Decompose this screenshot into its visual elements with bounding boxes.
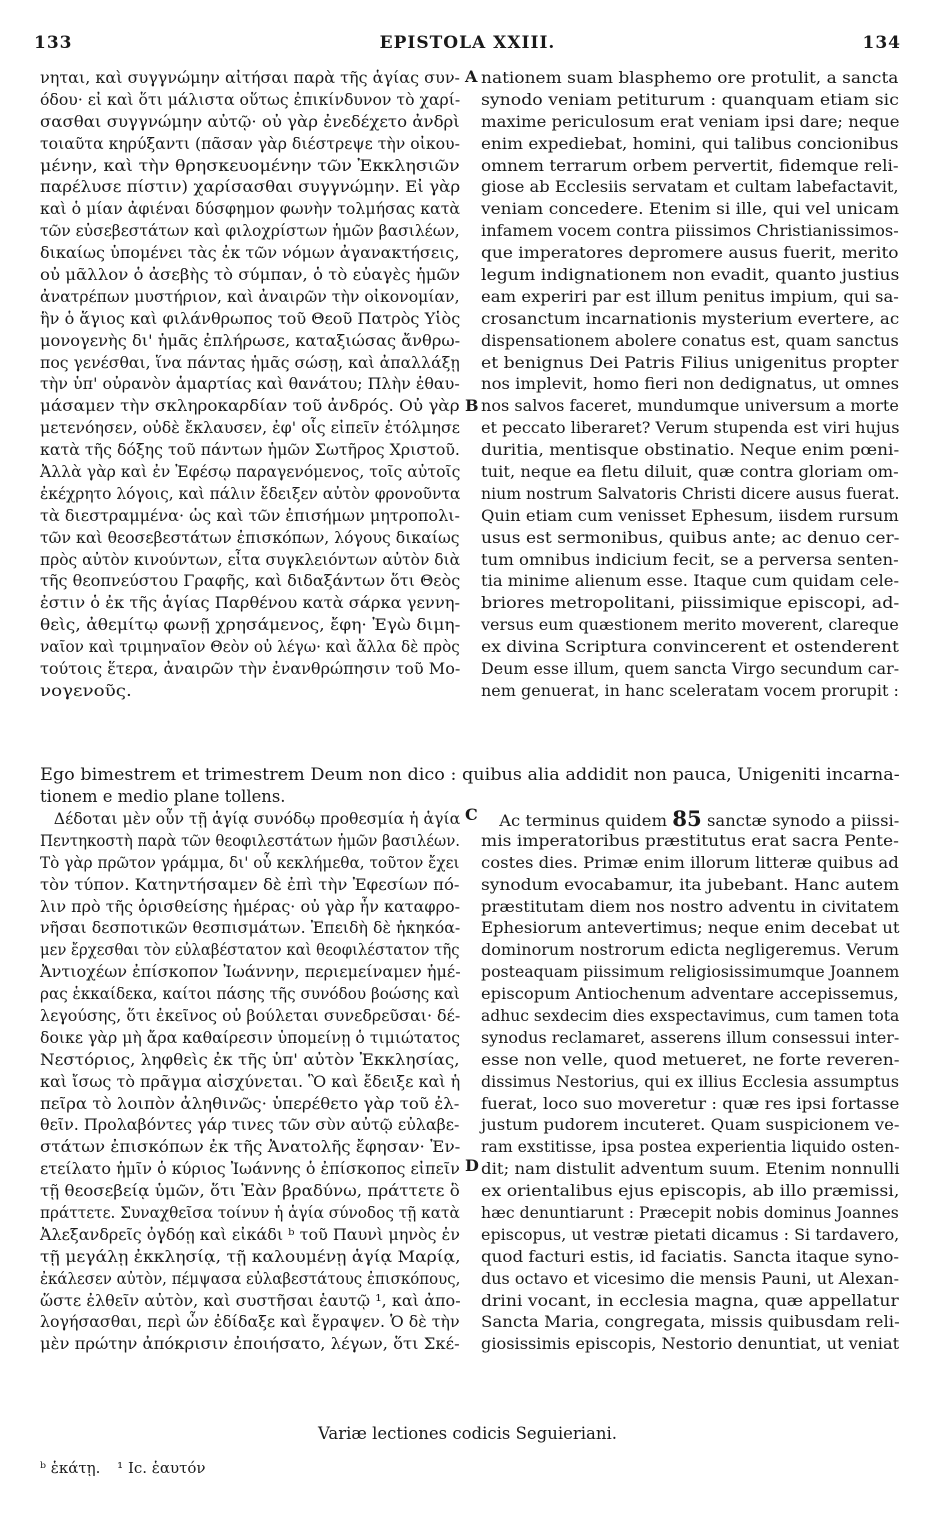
latin-line: justum pudorem incuteret. Quam suspicionem ve- xyxy=(481,1115,900,1135)
latin-line: crosanctum incarnationis mysterium evertere, ac xyxy=(481,308,900,328)
greek-line: στάτων ἐπισκόπων ἐκ τῆς Ἀνατολῆς ἔφησαν· Ἐν- xyxy=(40,1137,461,1157)
latin-line: nos implevit, homo fieri non dedignatus, ut omnes xyxy=(481,374,900,394)
greek-line: θεῖν. Προλαβόντες γάρ τινες τῶν σὺν αὐτῷ εὐλαβε- xyxy=(40,1115,460,1135)
greek-line: σασθαι συγγνώμην αὐτῷ· οὐ γὰρ ἐνεδέχετο ἀνδρὶ xyxy=(40,111,460,131)
latin-line: dit; nam distulit adventum suum. Etenim nonnulli xyxy=(481,1159,900,1179)
greek-line: δοικε γὰρ μὴ ἄρα καθαίρεσιν ὑπομείνῃ ὁ τιμιώτατος xyxy=(40,1027,461,1047)
latin-line: tuit, neque ea fletu diluit, quæ contra gloriam om- xyxy=(481,462,899,482)
latin-line: dissimus Nestorius, qui ex illius Ecclesia assumptus xyxy=(481,1071,900,1091)
greek-line: θεὶς, ἀθεμίτῳ φωνῇ χρησάμενος, ἔφη· Ἐγὼ διμη- xyxy=(40,615,461,635)
page-number-right: 134 xyxy=(862,33,901,53)
variae-lectiones-heading: Variæ lectiones codicis Seguieriani. xyxy=(317,1424,618,1443)
greek-line: λεγούσης, ὅτι ἐκεῖνος οὐ βούλεται συνεδρεῦσαι· δέ- xyxy=(40,1006,461,1026)
greek-column-top xyxy=(40,67,479,702)
latin-first-line-start: Ac terminus quidem xyxy=(499,811,673,830)
greek-line: καὶ ὁ μίαν ἀφιέναι δύσφημον φωνὴν τολμήσας κατὰ xyxy=(40,199,461,219)
latin-line: tia minime alienum esse. Itaque cum quidam cele- xyxy=(481,571,900,591)
footnotes xyxy=(40,1459,218,1477)
latin-line: ex orientalibus ejus episcopis, ab illo præmissi, xyxy=(481,1181,900,1201)
greek-line: μετενόησεν, οὐδὲ ἔκλαυσεν, ἐφ' οἷς εἰπεῖν ἐτόλμησε xyxy=(40,418,460,438)
greek-line: ρας ἑκκαίδεκα, καίτοι πάσης τῆς συνόδου βοώσης καὶ xyxy=(40,984,460,1004)
latin-line: nem genuerat, in hanc sceleratam vocem prorupit : xyxy=(481,680,899,700)
greek-line: Ἀλλὰ γὰρ καὶ ἐν Ἐφέσῳ παραγενόμενος, τοῖς αὐτοῖς xyxy=(40,462,461,482)
latin-line: esse non velle, quod metueret, ne forte reveren- xyxy=(481,1049,900,1069)
latin-line: Ephesiorum antevertimus; neque enim decebat ut xyxy=(481,918,900,938)
latin-line: veniam concedere. Etenim si ille, qui vel unicam xyxy=(481,199,900,219)
latin-line: episcopum Antiochenum adventare accepissemus, xyxy=(481,984,899,1004)
greek-column-bottom xyxy=(40,808,490,1355)
latin-line: posteaquam piissimum religiosissimumque Joannem xyxy=(481,962,900,982)
greek-line: οὐ μᾶλλον ὁ ἀσεβὴς τὸ σύμπαν, ὁ τὸ εὐαγὲς ἡμῶν xyxy=(40,265,461,285)
greek-line: τῇ θεοσεβείᾳ ὑμῶν, ὅτι Ἐὰν βραδύνω, πράττετε ὃ xyxy=(40,1181,460,1201)
greek-line: ετείλατο ἡμῖν ὁ κύριος Ἰωάννης ὁ ἐπίσκοπος εἰπεῖν xyxy=(40,1159,460,1179)
greek-line: πράττετε. Συναχθεῖσα τοίνυν ἡ ἁγία σύνοδος τῇ κατὰ xyxy=(40,1203,460,1223)
latin-line: que imperatores depromere ausus fuerit, merito xyxy=(481,243,899,263)
latin-line: drini vocant, in ecclesia magna, quæ appellatur xyxy=(481,1290,899,1310)
latin-line: et benignus Dei Patris Filius unigenitus propter xyxy=(481,352,899,372)
latin-line: tum omnibus indicium fecit, se a perversa senten- xyxy=(481,549,899,569)
latin-line: nos salvos faceret, mundumque universum a morte xyxy=(481,396,899,416)
greek-line: Ἀντιοχέων ἐπίσκοπον Ἰωάννην, περιεμείναμεν ἡμέ- xyxy=(40,962,461,982)
greek-line: μεν ἔρχεσθαι τὸν εὐλαβέστατον καὶ θεοφιλέστατον τῆς xyxy=(40,940,460,960)
footnote-b: ᵇ ἑκάτῃ. xyxy=(40,1459,101,1477)
latin-line: dispensationem abolere conatus est, quam sanctus xyxy=(481,330,899,350)
latin-line: mis imperatoribus præstitutus erat sacra Pente- xyxy=(481,830,899,850)
greek-line: λιν πρὸ τῆς ὁρισθείσης ἡμέρας· οὐ γὰρ ἦν καταφρο- xyxy=(40,896,460,916)
latin-line: episcopus, ut vestræ pietati dicamus : Si tardavero, xyxy=(481,1224,900,1244)
full-width-line-1: Ego bimestrem et trimestrem Deum non dico : quibus alia addidit non pauca, Unigeniti incarna- xyxy=(40,765,900,784)
greek-line: τούτοις ἕτερα, ἀναιρῶν τὴν ἐνανθρώπησιν τοῦ Μο- xyxy=(40,659,461,679)
greek-line: τῶν εὐσεβεστάτων καὶ φιλοχρίστων ἡμῶν βασιλέων, xyxy=(40,221,460,241)
latin-line: maxime periculosum erat veniam ipsi dare; neque xyxy=(481,111,900,131)
greek-line: κατὰ τῆς δόξης τοῦ πάντων ἡμῶν Σωτῆρος Χριστοῦ. xyxy=(40,440,460,460)
greek-line: μάσαμεν τὴν σκληροκαρδίαν τοῦ ἀνδρός. Οὐ γὰρ xyxy=(40,396,460,416)
latin-line: synodo veniam petiturum : quanquam etiam sic xyxy=(481,89,899,109)
latin-line: enim expediebat, homini, qui talibus concionibus xyxy=(481,133,899,153)
latin-line: dominorum nostrorum edicta negligeremus. Verum xyxy=(481,940,899,960)
greek-line: τῶν καὶ θεοσεβεστάτων ἐπισκόπων, λόγους δικαίως xyxy=(40,527,460,547)
latin-line: giose ab Ecclesiis servatam et cultam labefactavit, xyxy=(481,177,899,197)
greek-line: Νεστόριος, ληφθεὶς ἐκ τῆς ὑπ' αὐτὸν Ἐκκλησίας, xyxy=(40,1049,460,1069)
latin-line: fuerat, loco suo moveretur : quæ res ipsi fortasse xyxy=(481,1093,900,1113)
latin-line: ex divina Scriptura convincerent et ostenderent xyxy=(481,637,899,657)
greek-line: πεῖρα τὸ λοιπὸν ἀληθινῶς· ὑπερέθετο γὰρ τοῦ ἐλ- xyxy=(40,1093,460,1113)
latin-line: infamem vocem contra piissimos Christianissimos- xyxy=(481,221,899,241)
greek-line: ναῖον καὶ τριμηναῖον Θεὸν οὐ λέγω· καὶ ἄλλα δὲ πρὸς xyxy=(40,637,460,657)
greek-line: τὰ διεστραμμένα· ὡς καὶ τῶν ἐπισήμων μητροπολι- xyxy=(40,505,460,525)
latin-line: eam experiri par est illum penitus impium, qui sa- xyxy=(481,286,899,306)
greek-line: τῇ μεγάλῃ ἐκκλησίᾳ, τῇ καλουμένῃ ἁγίᾳ Μαρίᾳ, xyxy=(40,1246,461,1266)
greek-line: λογήσασθαι, περὶ ὧν ἐδίδαξε καὶ ἔγραψεν. Ὁ δὲ τὴν xyxy=(40,1312,460,1332)
greek-line: πρὸς αὐτὸν κινούντων, εἶτα συγκλειόντων αὐτὸν διὰ xyxy=(40,549,461,569)
margin-letter-a: A xyxy=(465,67,478,86)
latin-line: præstitutam diem nos nostro adventu in civitatem xyxy=(481,896,900,916)
footnote-1: ¹ Ic. ἑαυτόν xyxy=(117,1459,206,1477)
latin-line: usus est sermonibus, quibus ante; ac denuo cer- xyxy=(481,527,900,547)
greek-line: ἣν ὁ ἅγιος καὶ φιλάνθρωπος τοῦ Θεοῦ Πατρὸς Υἱὸς xyxy=(40,308,461,328)
running-title: EPISTOLA XXIII. xyxy=(379,33,556,53)
greek-line: τῆς θεοπνεύστου Γραφῆς, καὶ διδαξάντων ὅτι Θεὸς xyxy=(40,571,461,591)
latin-line: et peccato liberaret? Verum stupenda est viri hujus xyxy=(481,418,900,438)
greek-line: μονογενὴς δι' ἡμᾶς ἐπλήρωσε, καταξιώσας ἄνθρω- xyxy=(40,330,461,350)
latin-first-line-end: sanctæ synodo a piissi- xyxy=(701,811,900,830)
margin-letter-b: B xyxy=(465,396,479,415)
greek-line: καὶ ἴσως τὸ πρᾶγμα αἰσχύνεται. Ὃ καὶ ἔδειξε καὶ ἡ xyxy=(40,1071,461,1091)
latin-line: Sancta Maria, congregata, missis quibusdam reli- xyxy=(481,1312,900,1332)
page-number-left: 133 xyxy=(34,33,73,53)
greek-line: ἀνατρέπων μυστήριον, καὶ ἀναιρῶν τὴν οἰκονομίαν, xyxy=(40,286,460,306)
greek-line: Δέδοται μὲν οὖν τῇ ἁγίᾳ συνόδῳ προθεσμία ἡ ἁγία xyxy=(53,809,461,828)
latin-line: adhuc sexdecim dies exspectavimus, cum tamen tota xyxy=(481,1006,900,1026)
margin-letter-c: C xyxy=(465,805,478,824)
latin-line: nium nostrum Salvatoris Christi dicere ausus fuerat. xyxy=(481,483,900,503)
greek-line: Ἀλεξανδρεῖς ὀγδόῃ καὶ εἰκάδι ᵇ τοῦ Παυνὶ μηνὸς ἐν xyxy=(40,1224,460,1244)
greek-line: τοιαῦτα κηρύξαντι (πᾶσαν γὰρ διέστρεψε τὴν οἰκου- xyxy=(40,133,460,153)
latin-column-top xyxy=(481,67,913,702)
latin-line: ram exstitisse, ipsa postea experientia liquido osten- xyxy=(481,1137,900,1157)
greek-line: πος γενέσθαι, ἵνα πάντας ἡμᾶς σώσῃ, καὶ ἀπαλλάξῃ xyxy=(40,352,460,372)
greek-line: ἐστιν ὁ ἐκ τῆς ἁγίας Παρθένου κατὰ σάρκα γεννη- xyxy=(40,593,460,613)
greek-line: νηται, καὶ συγγνώμην αἰτήσαι παρὰ τῆς ἁγίας συν- xyxy=(40,68,460,87)
greek-line: παρέλυσε πίστιν) χαρίσασθαι συγγνώμην. Εἰ γὰρ xyxy=(40,177,461,197)
latin-line: synodum evocabamur, ita jubebant. Hanc autem xyxy=(481,874,900,894)
greek-line: ἐκέχρητο λόγοις, καὶ πάλιν ἔδειξεν αὐτὸν φρονοῦντα xyxy=(40,483,461,503)
latin-line: quod facturi estis, id faciatis. Sancta itaque syno- xyxy=(481,1246,900,1266)
inline-page-number: 85 xyxy=(672,806,702,831)
latin-line: omnem terrarum orbem pervertit, fidemque reli- xyxy=(481,155,899,175)
greek-line: μὲν πρώτην ἀπόκρισιν ἐποιήσατο, λέγων, ὅτι Σκέ- xyxy=(40,1334,460,1354)
latin-bottom-first-line xyxy=(481,808,922,830)
latin-line: Quin etiam cum venisset Ephesum, iisdem rursum xyxy=(481,505,899,525)
greek-line: μένην, καὶ τὴν θρησκευομένην τῶν Ἐκκλησιῶν xyxy=(40,155,460,175)
latin-line: synodus reclamaret, asserens illum consessui inter- xyxy=(481,1027,900,1047)
greek-line: όδου· εἰ καὶ ὅτι μάλιστα οὕτως ἐπικίνδυνον τὸ χαρί- xyxy=(40,89,461,109)
latin-line: nationem suam blasphemo ore protulit, a sancta xyxy=(481,68,899,87)
latin-line: briores metropolitani, piissimique episcopi, ad- xyxy=(481,593,900,613)
latin-column-bottom xyxy=(481,808,916,1355)
greek-line: νογενοῦς. xyxy=(40,680,132,700)
latin-line: versus eum quæstionem merito moverent, clareque xyxy=(481,615,899,635)
greek-line: δικαίως ὑπομένει τὰς ἐκ τῶν νόμων ἀγανακτήσεις, xyxy=(40,243,460,263)
latin-line: legum indignationem non evadit, quanto justius xyxy=(481,265,900,285)
greek-line: ὥστε ἐλθεῖν αὐτὸν, καὶ συστῆσαι ἑαυτῷ ¹, καὶ ἀπο- xyxy=(40,1290,461,1310)
full-width-line-2: tionem e medio plane tollens. xyxy=(40,787,286,806)
latin-line: costes dies. Primæ enim illorum litteræ quibus ad xyxy=(481,852,899,872)
latin-line: giosissimis episcopis, Nestorio denuntiat, ut veniat xyxy=(481,1334,900,1354)
greek-line: Τὸ γὰρ πρῶτον γράμμα, δι' οὗ κεκλήμεθα, τοῦτον ἔχει xyxy=(40,852,460,872)
latin-line: hæc denuntiarunt : Præcepit nobis dominus Joannes xyxy=(481,1203,899,1223)
latin-line: duritia, mentisque obstinatio. Neque enim pœni- xyxy=(481,440,900,460)
margin-letter-d: D xyxy=(465,1156,479,1175)
latin-line: dus octavo et vicesimo die mensis Pauni, ut Alexan- xyxy=(481,1268,899,1288)
greek-line: νῆσαι δεσποτικῶν θεσπισμάτων. Ἐπειδὴ δὲ ἠκηκόα- xyxy=(40,918,461,938)
greek-line: ἐκάλεσεν αὐτὸν, πέμψασα εὐλαβεστάτους ἐπισκόπους, xyxy=(40,1268,461,1288)
greek-line: τὸν τύπον. Κατηντήσαμεν δὲ ἐπὶ τὴν Ἐφεσίων πό- xyxy=(40,874,460,894)
latin-line: Deum esse illum, quem sancta Virgo secundum car- xyxy=(481,659,900,679)
greek-line: Πεντηκοστὴ παρὰ τῶν θεοφιλεστάτων ἡμῶν βασιλέων. xyxy=(40,830,461,850)
greek-line: τὴν ὑπ' οὐρανὸν ἁμαρτίας καὶ θανάτου; Πλὴν ἐθαυ- xyxy=(40,374,460,394)
